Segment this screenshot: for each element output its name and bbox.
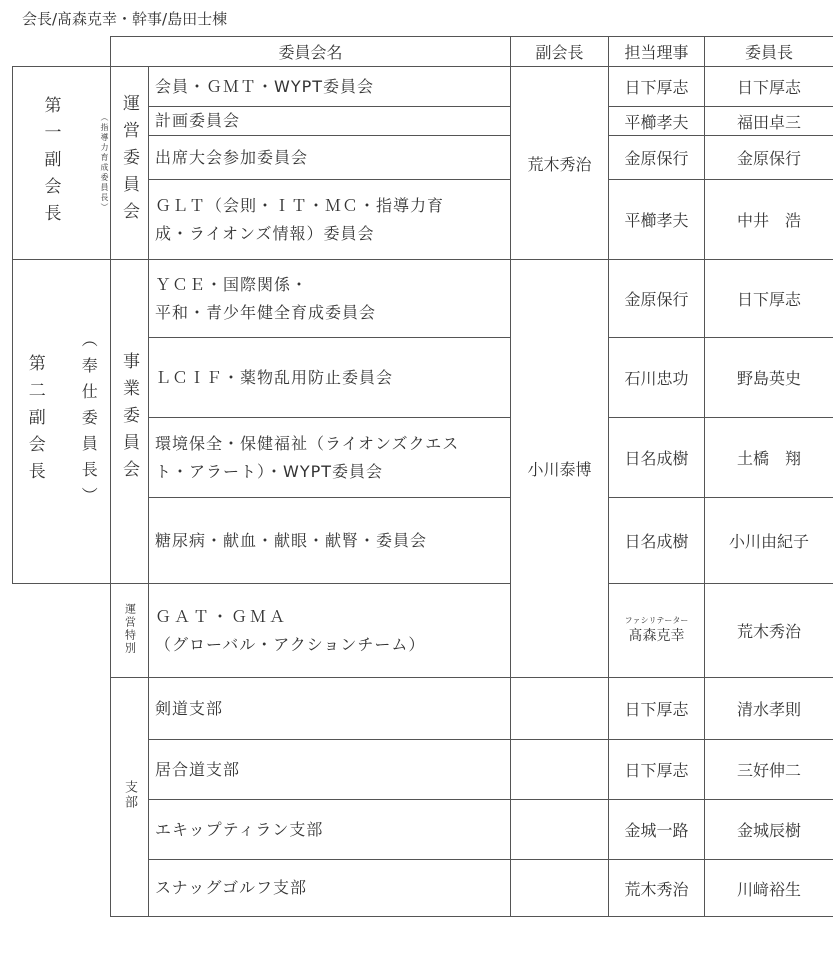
committee-name — [149, 180, 511, 260]
projects-group — [111, 260, 149, 584]
committee-name: ＬＣＩＦ・薬物乱用防止委員会 — [149, 338, 511, 418]
committee-name-line: 成・ライオンズ情報）委員会 — [155, 223, 375, 243]
director-name: 日下厚志 — [609, 678, 705, 740]
director-name: 石川忠功 — [609, 338, 705, 418]
committee-name — [149, 584, 511, 678]
table-row — [13, 584, 833, 678]
branches-group — [111, 678, 149, 917]
chair-name: 荒木秀治 — [705, 584, 833, 678]
director-name: 平櫛孝夫 — [609, 107, 705, 136]
second-vp-group — [13, 260, 111, 584]
director-name — [609, 584, 705, 678]
committee-name-line: ＧＡＴ・ＧＭＡ — [155, 606, 289, 626]
committee-name: 出席大会参加委員会 — [149, 136, 511, 180]
col-header-vice-president: 副会長 — [511, 37, 609, 67]
first-vp-group — [13, 67, 111, 260]
operations-group — [111, 67, 149, 260]
director-name: 金城一路 — [609, 800, 705, 860]
branches-label: 支部 — [122, 780, 137, 810]
operations-label: 運営委員会 — [119, 93, 139, 229]
committee-name: 糖尿病・献血・献眼・献腎・委員会 — [149, 498, 511, 584]
committee-name: 計画委員会 — [149, 107, 511, 136]
special-label: 運営特別 — [123, 602, 137, 655]
chair-name: 日下厚志 — [705, 260, 833, 338]
director-name: 荒木秀治 — [609, 860, 705, 917]
blank-corner — [13, 37, 111, 67]
committee-name-line: （グローバル・アクションチーム） — [155, 634, 426, 654]
committee-name-line: ト・アラート）・WYPT委員会 — [155, 461, 384, 481]
committee-name-line: ＧＬＴ（会則・ＩＴ・ＭＣ・指導力育 — [155, 195, 445, 215]
committee-name-line: 環境保全・保健福祉（ライオンズクエス — [155, 433, 460, 453]
chair-name: 福田卓三 — [705, 107, 833, 136]
chair-name: 土橋 翔 — [705, 418, 833, 498]
director-name: 金原保行 — [609, 260, 705, 338]
director-name: 平櫛孝夫 — [609, 180, 705, 260]
director-name: 日下厚志 — [609, 740, 705, 800]
committee-name: 会員・ＧＭＴ・WYPT委員会 — [149, 67, 511, 107]
second-vp-sub: （奉仕委員長） — [79, 330, 99, 513]
committee-name: 剣道支部 — [149, 678, 511, 740]
vice-president-empty — [511, 800, 609, 860]
director-name: 日下厚志 — [609, 67, 705, 107]
chair-name: 小川由紀子 — [705, 498, 833, 584]
chair-name: 川﨑裕生 — [705, 860, 833, 917]
director-name: 日名成樹 — [609, 418, 705, 498]
facilitator-name: 髙森克幸 — [628, 627, 685, 644]
facilitator-label: ファシリテーター — [624, 615, 689, 625]
chair-name: 清水孝則 — [705, 678, 833, 740]
committee-name: 居合道支部 — [149, 740, 511, 800]
committee-name — [149, 260, 511, 338]
director-name: 日名成樹 — [609, 498, 705, 584]
col-header-committee: 委員会名 — [111, 37, 511, 67]
committee-name-line: 平和・青少年健全育成委員会 — [155, 302, 377, 322]
vice-president-empty — [511, 740, 609, 800]
blank-left-area — [13, 584, 111, 917]
table-row — [13, 678, 833, 740]
table-row — [13, 260, 833, 338]
director-name: 金原保行 — [609, 136, 705, 180]
chair-name: 日下厚志 — [705, 67, 833, 107]
vice-president-empty — [511, 860, 609, 917]
committee-table — [12, 36, 833, 917]
chair-name: 金原保行 — [705, 136, 833, 180]
committee-name: スナッグゴルフ支部 — [149, 860, 511, 917]
projects-label: 事業委員会 — [119, 352, 139, 487]
committee-name-line: ＹＣＥ・国際関係・ — [155, 274, 309, 294]
table-row — [13, 67, 833, 107]
chair-name: 金城辰樹 — [705, 800, 833, 860]
document-header: 会長/髙森克幸・幹事/島田士棟 — [22, 10, 228, 28]
chair-name: 中井 浩 — [705, 180, 833, 260]
committee-name — [149, 418, 511, 498]
first-vp-sub: （指導力育成委員長） — [100, 113, 109, 213]
second-vp-label: 第二副会長 — [24, 354, 45, 489]
first-vp-label: 第一副会長 — [40, 95, 61, 231]
header-row — [13, 37, 833, 67]
chair-name: 三好伸二 — [705, 740, 833, 800]
vice-president-empty — [511, 678, 609, 740]
vice-president-name: 荒木秀治 — [511, 67, 609, 260]
col-header-chair: 委員長 — [705, 37, 833, 67]
special-group — [111, 584, 149, 678]
col-header-director: 担当理事 — [609, 37, 705, 67]
committee-name: エキップティラン支部 — [149, 800, 511, 860]
vice-president-name: 小川泰博 — [511, 260, 609, 678]
chair-name: 野島英史 — [705, 338, 833, 418]
